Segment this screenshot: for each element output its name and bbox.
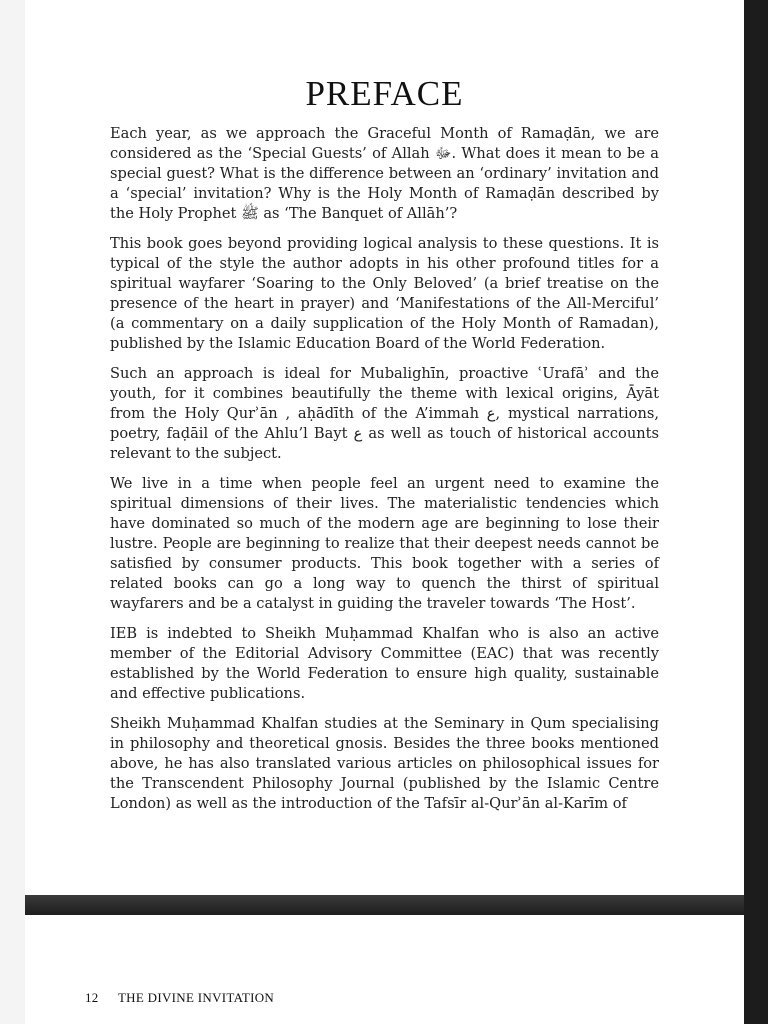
paragraph: IEB is indebted to Sheikh Muḥammad Khalfan who is also an active member of the Editorial Advisory Committee (EAC) that was recently established by the World Federation to ensure high quality, sustainable and effective publications. xyxy=(110,625,659,702)
page-title: PREFACE xyxy=(305,74,464,113)
page-number: 12 xyxy=(85,990,99,1005)
paragraph: Each year, as we approach the Graceful Month of Ramaḍān, we are considered as the ‘Special Guests’ of Allah ﷻ. What does it mean to be a special guest? What is the difference between an ‘ordinary’ invitation and a ‘special’ invitation? Why is the Holy Month of Ramaḍān described by the Holy Prophet ﷺ as ‘The Banquet of Allāh’? xyxy=(110,125,659,222)
page-body xyxy=(110,124,659,824)
document-page xyxy=(25,0,744,895)
paragraph: We live in a time when people feel an urgent need to examine the spiritual dimensions of their lives. The materialistic tendencies which have dominated so much of the modern age are beginning to lose their lustre. People are beginning to realize that their deepest needs cannot be satisfied by consumer products. This book together with a series of related books can go a long way to quench the thirst of spiritual wayfarers and be a catalyst in guiding the traveler towards ‘The Host’. xyxy=(110,475,659,612)
paragraph: Such an approach is ideal for Mubalighīn, proactive ʿUrafāʾ and the youth, for it combines beautifully the theme with lexical origins, Āyāt from the Holy Qurʾān , aḥādīth of the A’immah ع, mystical narrations, poetry, faḍāil of the Ahlu’l Bayt ع as well as touch of historical accounts relevant to the subject. xyxy=(110,365,659,462)
paragraph: Sheikh Muḥammad Khalfan studies at the Seminary in Qum specialising in philosophy and theoretical gnosis. Besides the three books mentioned above, he has also translated various articles on philosophical issues for the Transcendent Philosophy Journal (published by the Islamic Centre London) as well as the introduction of the Tafsīr al-Qurʾān al-Karīm of xyxy=(110,715,659,812)
left-margin-strip xyxy=(0,0,25,1024)
paragraph: This book goes beyond providing logical analysis to these questions. It is typical of the style the author adopts in his other profound titles for a spiritual wayfarer ‘Soaring to the Only Beloved’ (a brief treatise on the presence of the heart in prayer) and ‘Manifestations of the All-Merciful’ (a commentary on a daily supplication of the Holy Month of Ramadan), published by the Islamic Education Board of the World Federation. xyxy=(110,235,659,352)
page-break-gap xyxy=(25,895,744,915)
running-title: THE DIVINE INVITATION xyxy=(117,990,275,1005)
right-margin-strip xyxy=(744,0,768,1024)
page-footer xyxy=(85,990,274,1006)
next-page xyxy=(25,915,744,1024)
